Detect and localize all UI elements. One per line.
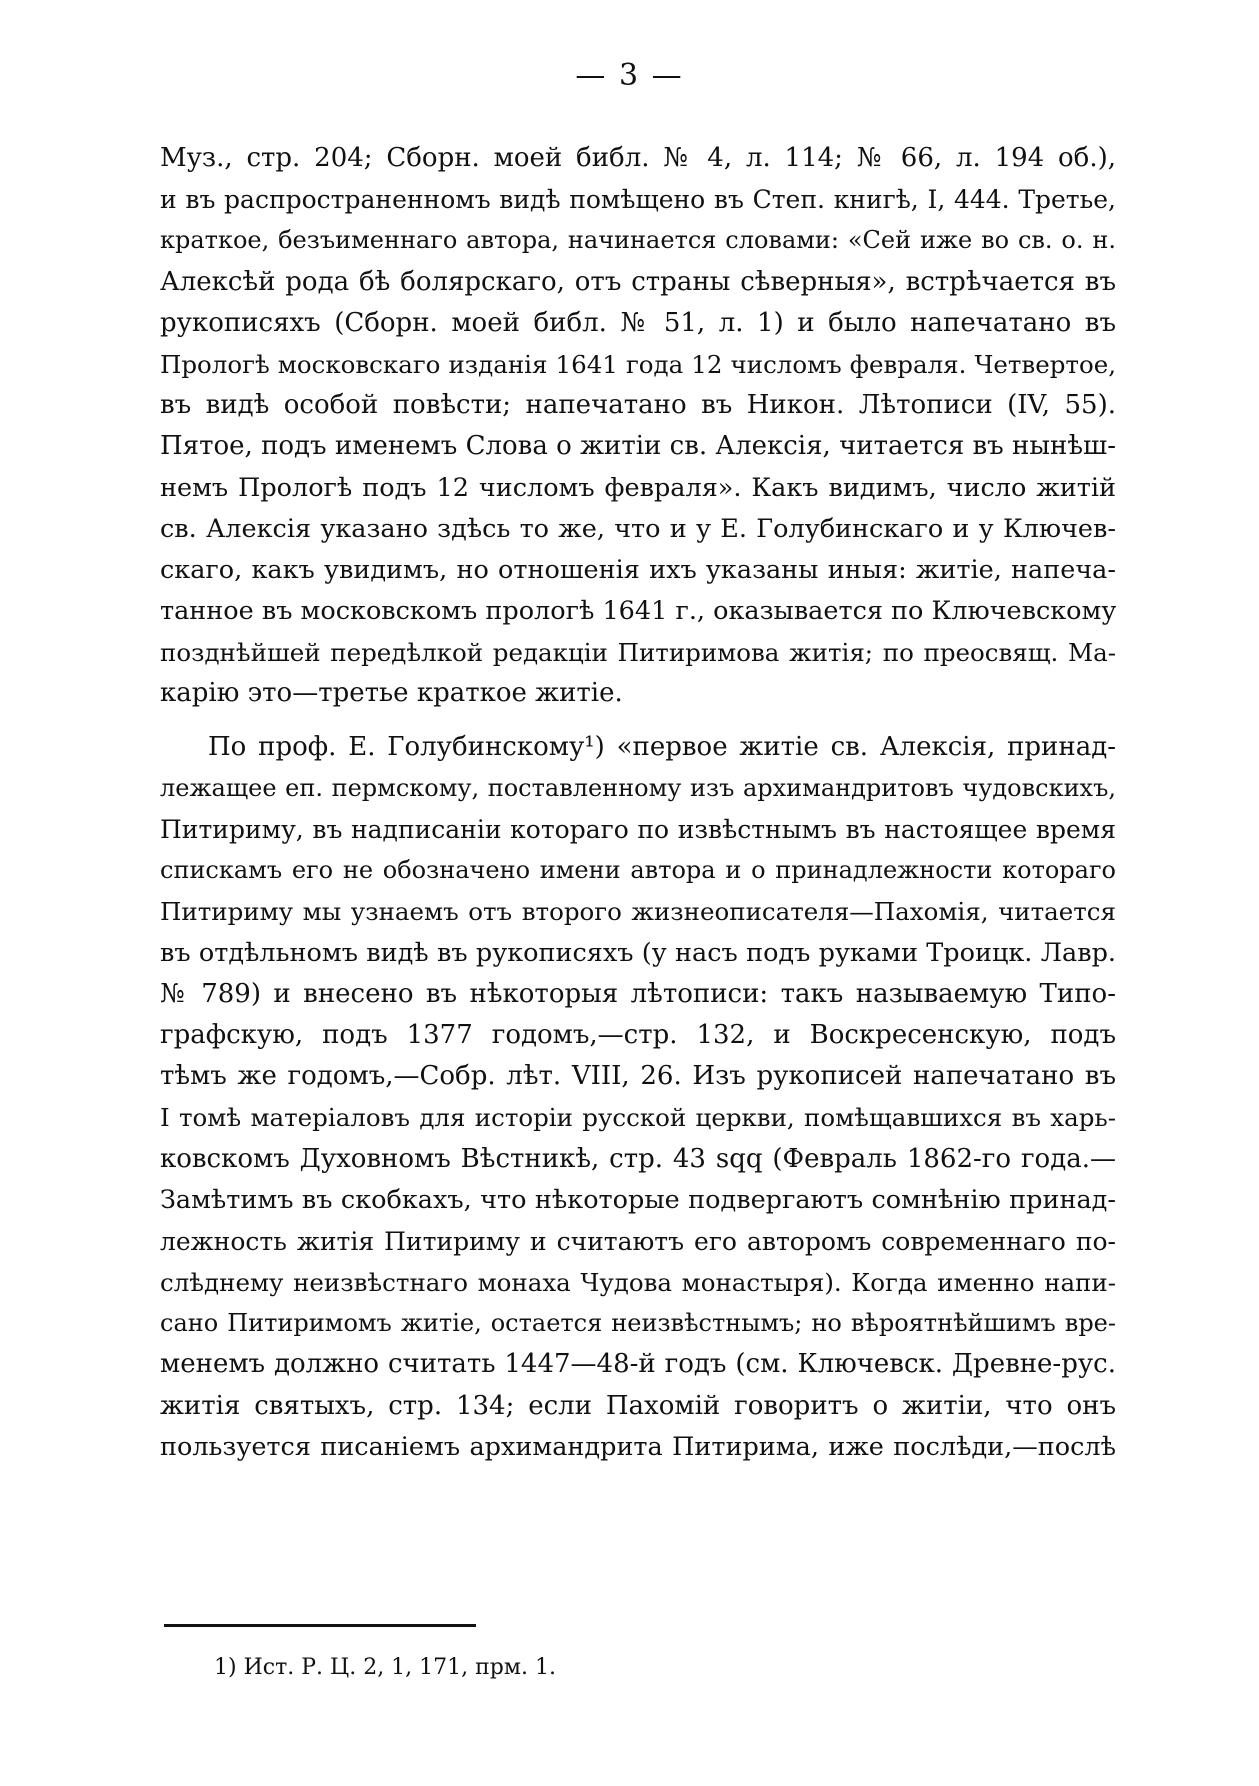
text-line: краткое, безъименнаго автора, начинается словами: «Сей иже во св. о. н. — [160, 226, 1116, 255]
text-line: и въ распространенномъ видѣ помѣщено въ Степ. книгѣ, I, 444. Третье, — [160, 185, 1116, 215]
body-text — [160, 138, 1116, 1468]
text-line: I томѣ матеріаловъ для исторіи русской церкви, помѣщавшихся въ харь- — [160, 1103, 1116, 1133]
text-line: сано Питиримомъ житіе, остается неизвѣстнымъ; но вѣроятнѣйшимъ вре- — [160, 1309, 1116, 1338]
text-line: ковскомъ Духовномъ Вѣстникѣ, стр. 43 sqq (Февраль 1862-го года.— — [160, 1143, 1116, 1174]
text-line: По проф. Е. Голубинскому¹) «первое житіе св. Алексія, принад- — [208, 731, 1116, 762]
text-line: немъ Прологѣ подъ 12 числомъ февраля». Какъ видимъ, число житій — [160, 472, 1116, 503]
text-line: Пятое, подъ именемъ Слова о житіи св. Алексія, читается въ нынѣш- — [160, 431, 1116, 462]
footnote-divider — [164, 1624, 476, 1627]
text-line: тѣмъ же годомъ,—Собр. лѣт. VIII, 26. Изъ рукописей напечатано въ — [160, 1061, 1116, 1092]
text-line: спискамъ его не обозначено имени автора и о принадлежности котораго — [160, 856, 1116, 885]
text-line: св. Алексія указано здѣсь то же, что и у Е. Голубинскаго и у Ключев- — [160, 513, 1116, 544]
text-line: Замѣтимъ въ скобкахъ, что нѣкоторые подвергаютъ сомнѣнію принад- — [160, 1184, 1116, 1215]
text-line: графскую, подъ 1377 годомъ,—стр. 132, и Воскресенскую, подъ — [160, 1019, 1116, 1050]
page-number: — 3 — — [575, 58, 684, 93]
text-line: менемъ должно считать 1447—48-й годъ (см. Ключевск. Древне-рус. — [160, 1349, 1116, 1380]
text-line: пользуется писаніемъ архимандрита Питирима, иже послѣди,—послѣ — [160, 1431, 1116, 1462]
text-line: карію это—третье краткое житіе. — [160, 678, 623, 709]
text-line: житія святыхъ, стр. 134; если Пахомій говоритъ о житіи, что онъ — [160, 1390, 1116, 1421]
footnote: 1) Ист. Р. Ц. 2, 1, 171, прм. 1. — [214, 1655, 556, 1680]
text-line: Питириму, въ надписаніи котораго по извѣстнымъ въ настоящее время — [160, 815, 1116, 844]
text-line: Питириму мы узнаемъ отъ второго жизнеописателя—Пахомія, читается — [160, 897, 1116, 927]
text-line: въ отдѣльномъ видѣ въ рукописяхъ (у насъ подъ руками Троицк. Лавр. — [160, 937, 1116, 968]
text-line: слѣднему неизвѣстнаго монаха Чудова монастыря). Когда именно напи- — [160, 1268, 1116, 1298]
text-line: лежность житія Питириму и считаютъ его авторомъ современнаго по- — [160, 1226, 1116, 1256]
text-line: Прологѣ московскаго изданія 1641 года 12 числомъ февраля. Четвертое, — [160, 349, 1116, 379]
text-line: позднѣйшей передѣлкой редакціи Питиримова житія; по преосвящ. Ма- — [160, 638, 1116, 668]
text-line: № 789) и внесено въ нѣкоторыя лѣтописи: такъ называемую Типо- — [160, 978, 1116, 1009]
text-line: скаго, какъ увидимъ, но отношенія ихъ указаны иныя: житіе, напеча- — [160, 554, 1116, 585]
text-line: въ видѣ особой повѣсти; напечатано въ Никон. Лѣтописи (IV, 55). — [160, 390, 1116, 421]
text-line: Муз., стр. 204; Сборн. моей библ. № 4, л. 114; № 66, л. 194 об.), — [160, 143, 1116, 173]
paragraph-gap — [160, 715, 1116, 727]
text-line: танное въ московскомъ прологѣ 1641 г., оказывается по Ключевскому — [160, 596, 1116, 627]
text-line: рукописяхъ (Сборн. моей библ. № 51, л. 1) и было напечатано въ — [160, 307, 1116, 338]
text-line: Алексѣй рода бѣ болярскаго, отъ страны сѣверныя», встрѣчается въ — [160, 266, 1116, 297]
text-line: лежащее еп. пермскому, поставленному изъ архимандритовъ чудовскихъ, — [160, 773, 1116, 802]
